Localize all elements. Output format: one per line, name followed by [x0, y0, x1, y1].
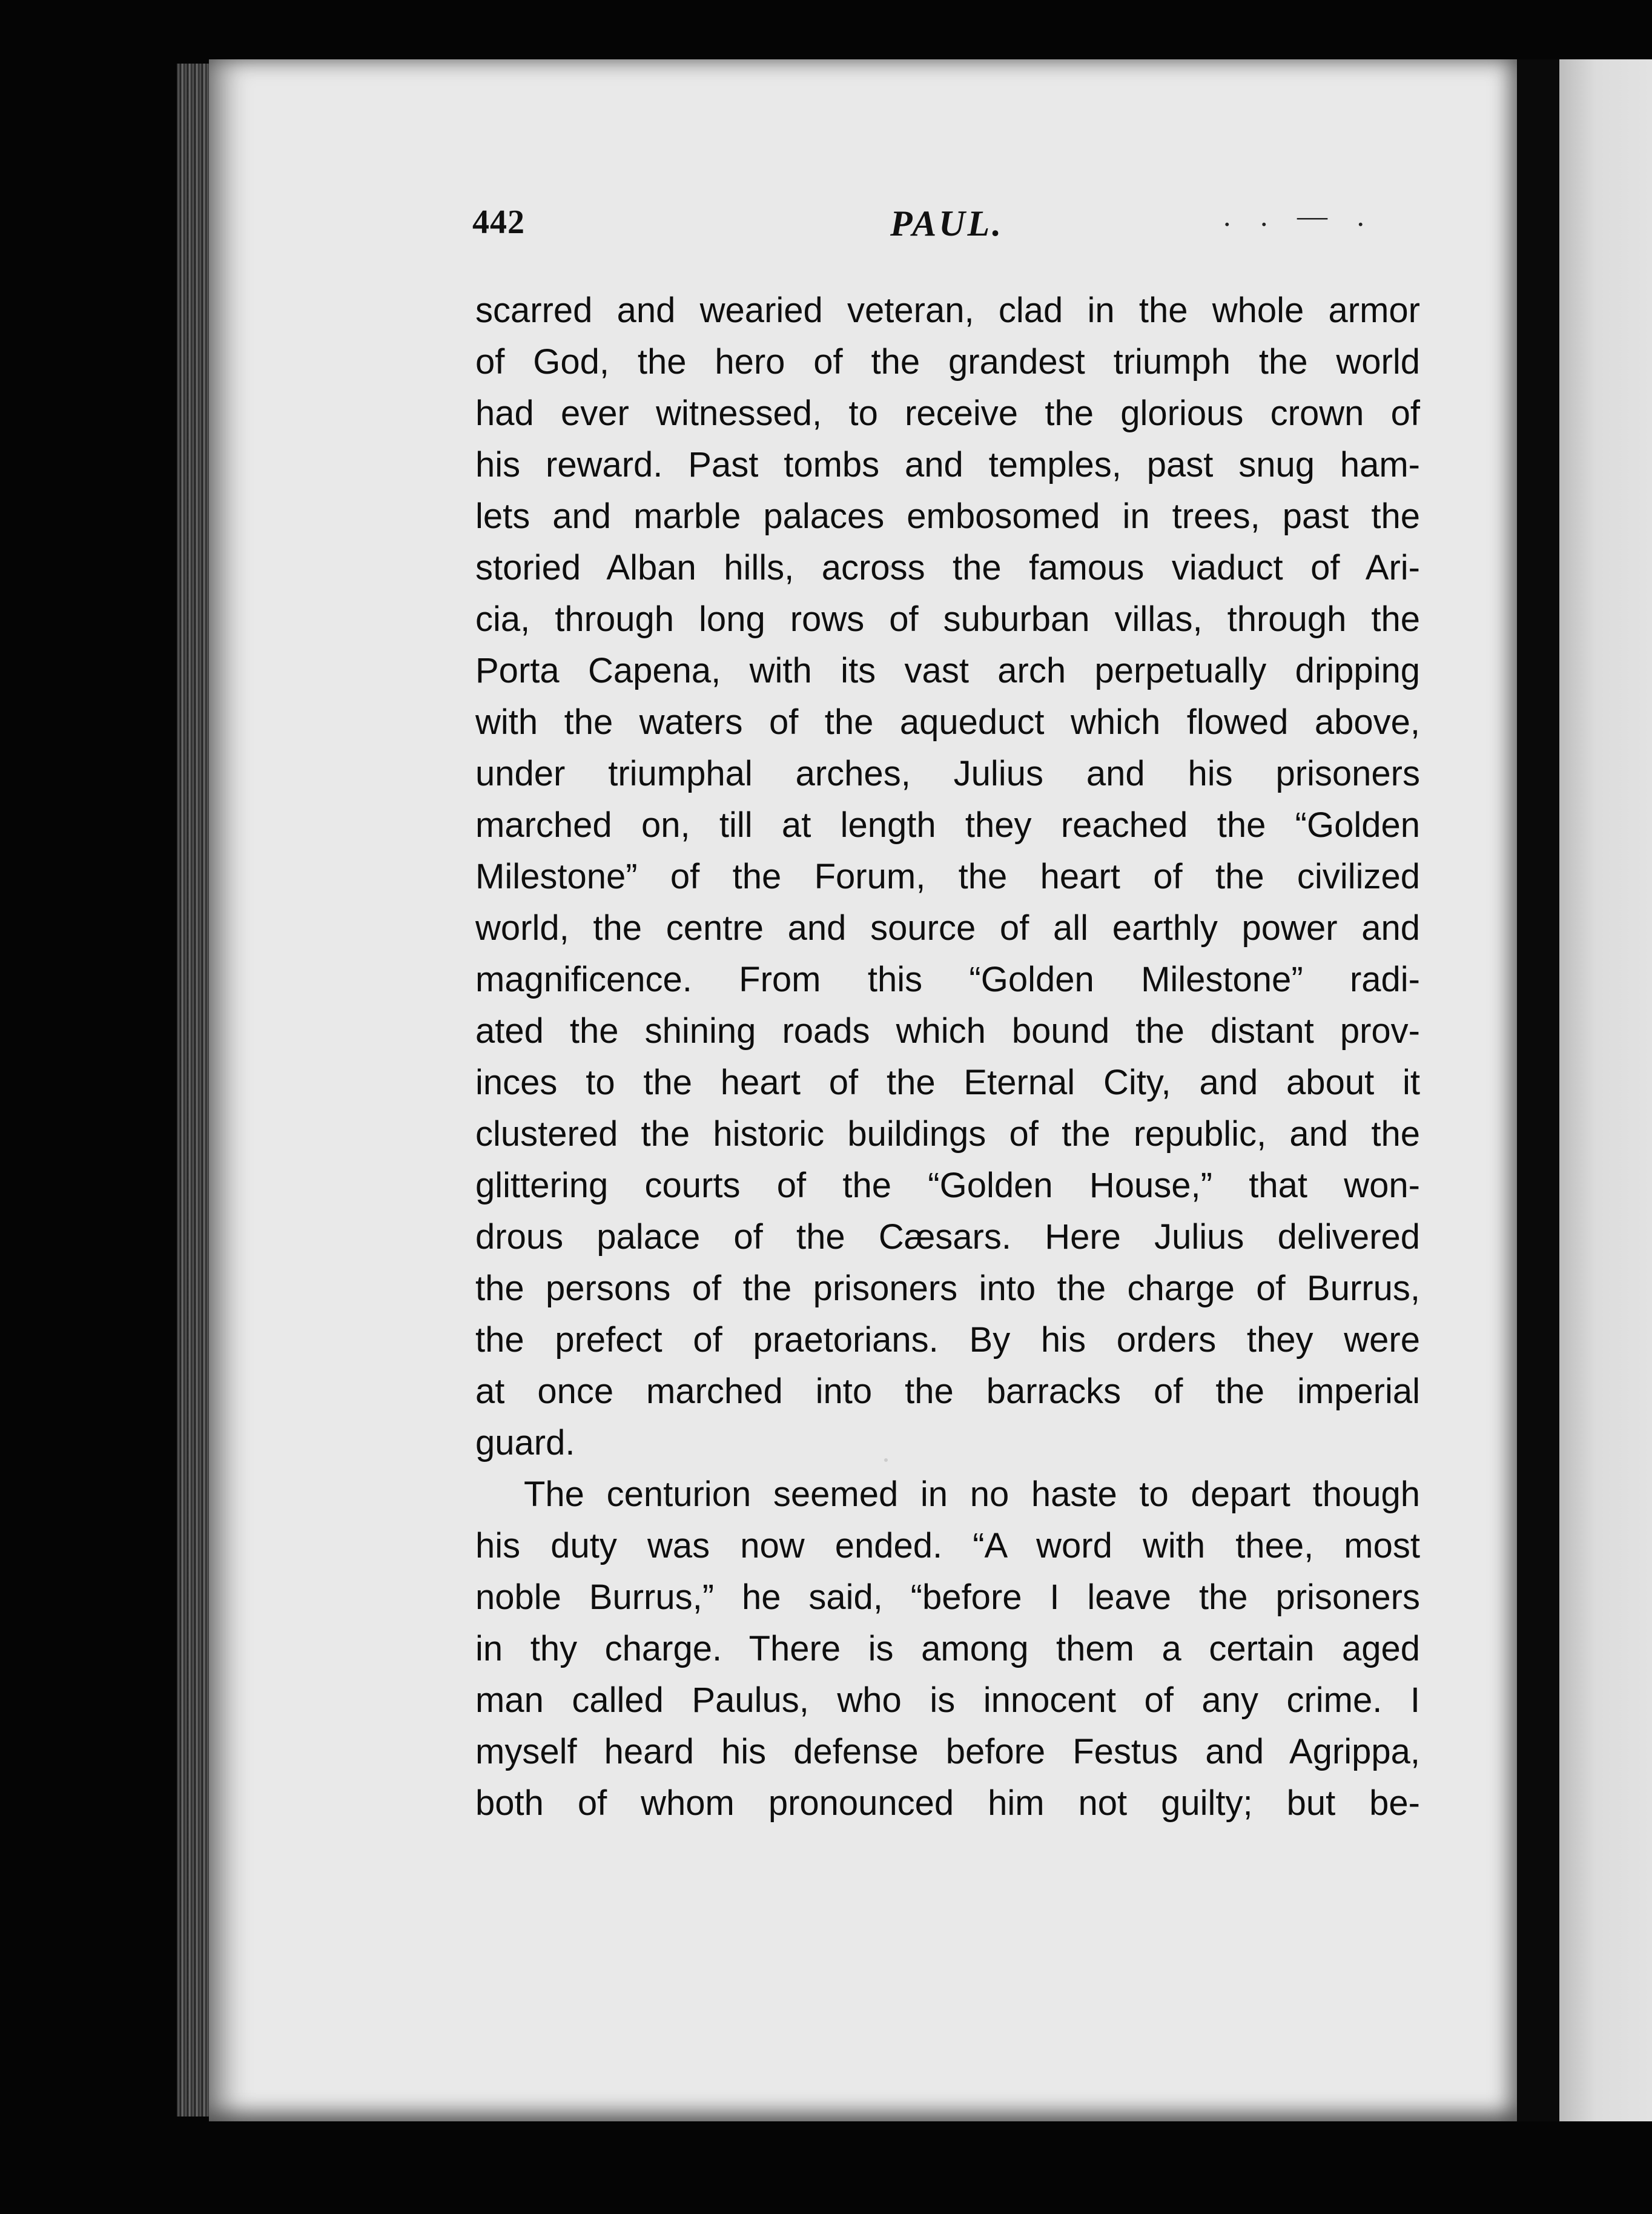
text-line: drous palace of the Cæsars. Here Julius delivered	[475, 1217, 1420, 1257]
text-line: Milestone” of the Forum, the heart of the civilized	[475, 857, 1420, 896]
text-line: had ever witnessed, to receive the glorious crown of	[475, 394, 1420, 433]
text-line: magnificence. From this “Golden Milestone” radi-	[475, 960, 1420, 999]
text-line: cia, through long rows of suburban villas, through the	[475, 600, 1420, 639]
text-line: his duty was now ended. “A word with thee, most	[475, 1526, 1420, 1565]
text-line: glittering courts of the “Golden House,” that won-	[475, 1166, 1420, 1205]
text-line: Porta Capena, with its vast arch perpetually dripping	[475, 651, 1420, 690]
text-line: his reward. Past tombs and temples, past snug ham-	[475, 445, 1420, 484]
text-line: man called Paulus, who is innocent of any crime. I	[475, 1680, 1420, 1720]
body-text	[475, 285, 1420, 1829]
text-line: of God, the hero of the grandest triumph the world	[475, 342, 1420, 382]
facing-page-edge	[1559, 59, 1652, 2121]
text-line: the prefect of praetorians. By his orders they were	[475, 1320, 1420, 1360]
text-line: under triumphal arches, Julius and his prisoners	[475, 754, 1420, 793]
text-line: marched on, till at length they reached the “Golden	[475, 805, 1420, 845]
text-line: clustered the historic buildings of the republic, and the	[475, 1114, 1420, 1154]
text-line: in thy charge. There is among them a certain aged	[475, 1629, 1420, 1668]
text-line: lets and marble palaces embosomed in trees, past the	[475, 497, 1420, 536]
page-number: 442	[472, 203, 525, 241]
text-line: myself heard his defense before Festus and Agrippa,	[475, 1732, 1420, 1771]
text-line: at once marched into the barracks of the imperial	[475, 1372, 1420, 1411]
text-line: inces to the heart of the Eternal City, and about it	[475, 1063, 1420, 1102]
text-line: the persons of the prisoners into the charge of Burrus,	[475, 1269, 1420, 1308]
text-line: guard.	[475, 1423, 575, 1462]
text-line: with the waters of the aqueduct which flowed above,	[475, 702, 1420, 742]
text-line: world, the centre and source of all earthly power and	[475, 908, 1420, 948]
text-line: ated the shining roads which bound the distant prov-	[475, 1011, 1420, 1051]
print-marks: . . — .	[1223, 199, 1375, 233]
gutter-shadow	[1517, 59, 1559, 2121]
running-head: PAUL.	[890, 203, 1004, 243]
text-line: scarred and wearied veteran, clad in the whole armor	[475, 291, 1420, 330]
text-line: noble Burrus,” he said, “before I leave the prisoners	[475, 1578, 1420, 1617]
text-line: The centurion seemed in no haste to depart though	[524, 1475, 1420, 1514]
text-line: storied Alban hills, across the famous viaduct of Ari-	[475, 548, 1420, 587]
page-header	[472, 199, 1417, 257]
text-line: both of whom pronounced him not guilty; but be-	[475, 1783, 1420, 1823]
